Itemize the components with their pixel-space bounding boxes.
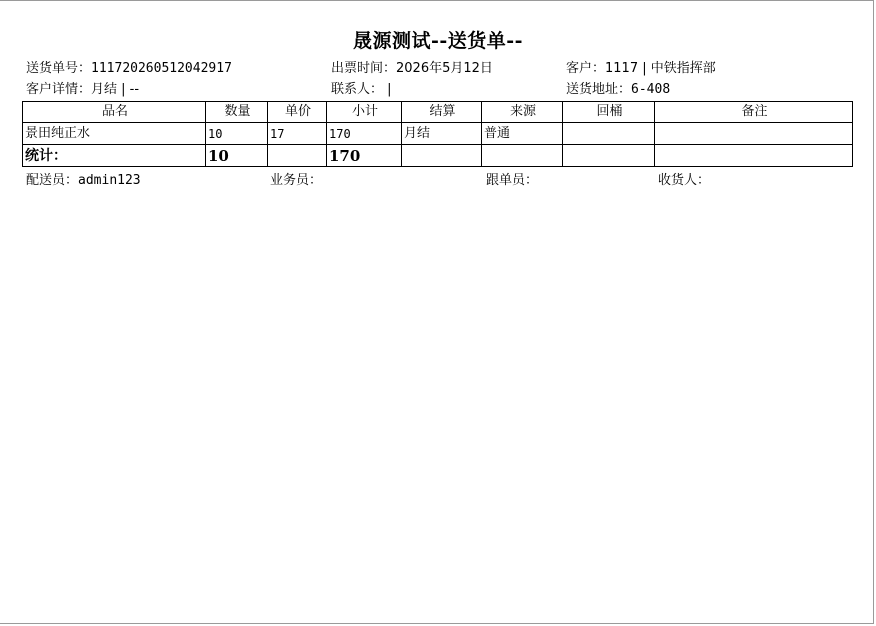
column-header-quantity: 数量	[206, 102, 268, 123]
receiver-field	[658, 169, 710, 188]
column-header-subtotal: 小计	[327, 102, 402, 123]
contact-label: 联系人：	[331, 82, 384, 97]
customer-field	[566, 61, 716, 77]
column-header-unit-price: 单价	[268, 102, 327, 123]
deliverer-field	[26, 169, 141, 188]
total-quantity: 10	[206, 145, 268, 167]
items-table	[22, 101, 853, 167]
cell-subtotal: 170	[327, 123, 402, 145]
total-returned-buckets-empty	[563, 145, 655, 167]
total-settlement-empty	[402, 145, 482, 167]
total-unit-price-empty	[268, 145, 327, 167]
total-source-empty	[482, 145, 563, 167]
document-title: 晟源测试--送货单--	[352, 30, 524, 52]
issue-time-field	[331, 61, 493, 77]
order-number-field	[26, 61, 232, 77]
salesperson-label: 业务员：	[270, 173, 323, 188]
column-header-name: 品名	[23, 102, 206, 123]
customer-detail-label: 客户详情：	[26, 82, 92, 97]
receiver-label: 收货人：	[658, 173, 711, 188]
issue-time-label: 出票时间：	[331, 61, 397, 76]
cell-name: 景田纯正水	[23, 123, 206, 145]
address-label: 送货地址：	[566, 82, 632, 97]
deliverer-label: 配送员：	[26, 173, 79, 188]
total-row	[23, 145, 853, 167]
follower-label: 跟单员：	[486, 173, 539, 188]
cell-unit-price: 17	[268, 123, 327, 145]
customer-detail-field	[26, 82, 139, 98]
contact-value: |	[383, 82, 392, 97]
deliverer-value: admin123	[78, 173, 141, 188]
column-header-source: 来源	[482, 102, 563, 123]
order-number-value: 111720260512042917	[91, 61, 232, 76]
customer-value: 1117 | 中铁指挥部	[605, 61, 716, 76]
column-header-remarks: 备注	[655, 102, 853, 123]
table-header-row	[23, 102, 853, 123]
column-header-settlement: 结算	[402, 102, 482, 123]
total-subtotal: 170	[327, 145, 402, 167]
order-number-label: 送货单号：	[26, 61, 92, 76]
salesperson-field	[270, 169, 322, 188]
customer-detail-value: 月结 | --	[91, 82, 140, 97]
issue-time-value: 2026年5月12日	[396, 61, 493, 76]
follower-field	[486, 169, 538, 188]
address-value: 6-408	[631, 82, 671, 97]
cell-quantity: 10	[206, 123, 268, 145]
cell-remarks	[655, 123, 853, 145]
table-row	[23, 123, 853, 145]
total-label: 统计：	[23, 145, 206, 167]
column-header-returned-buckets: 回桶	[563, 102, 655, 123]
cell-returned-buckets	[563, 123, 655, 145]
cell-source: 普通	[482, 123, 563, 145]
address-field	[566, 82, 670, 98]
cell-settlement: 月结	[402, 123, 482, 145]
customer-label: 客户：	[566, 61, 606, 76]
total-remarks-empty	[655, 145, 853, 167]
contact-field	[331, 82, 392, 98]
